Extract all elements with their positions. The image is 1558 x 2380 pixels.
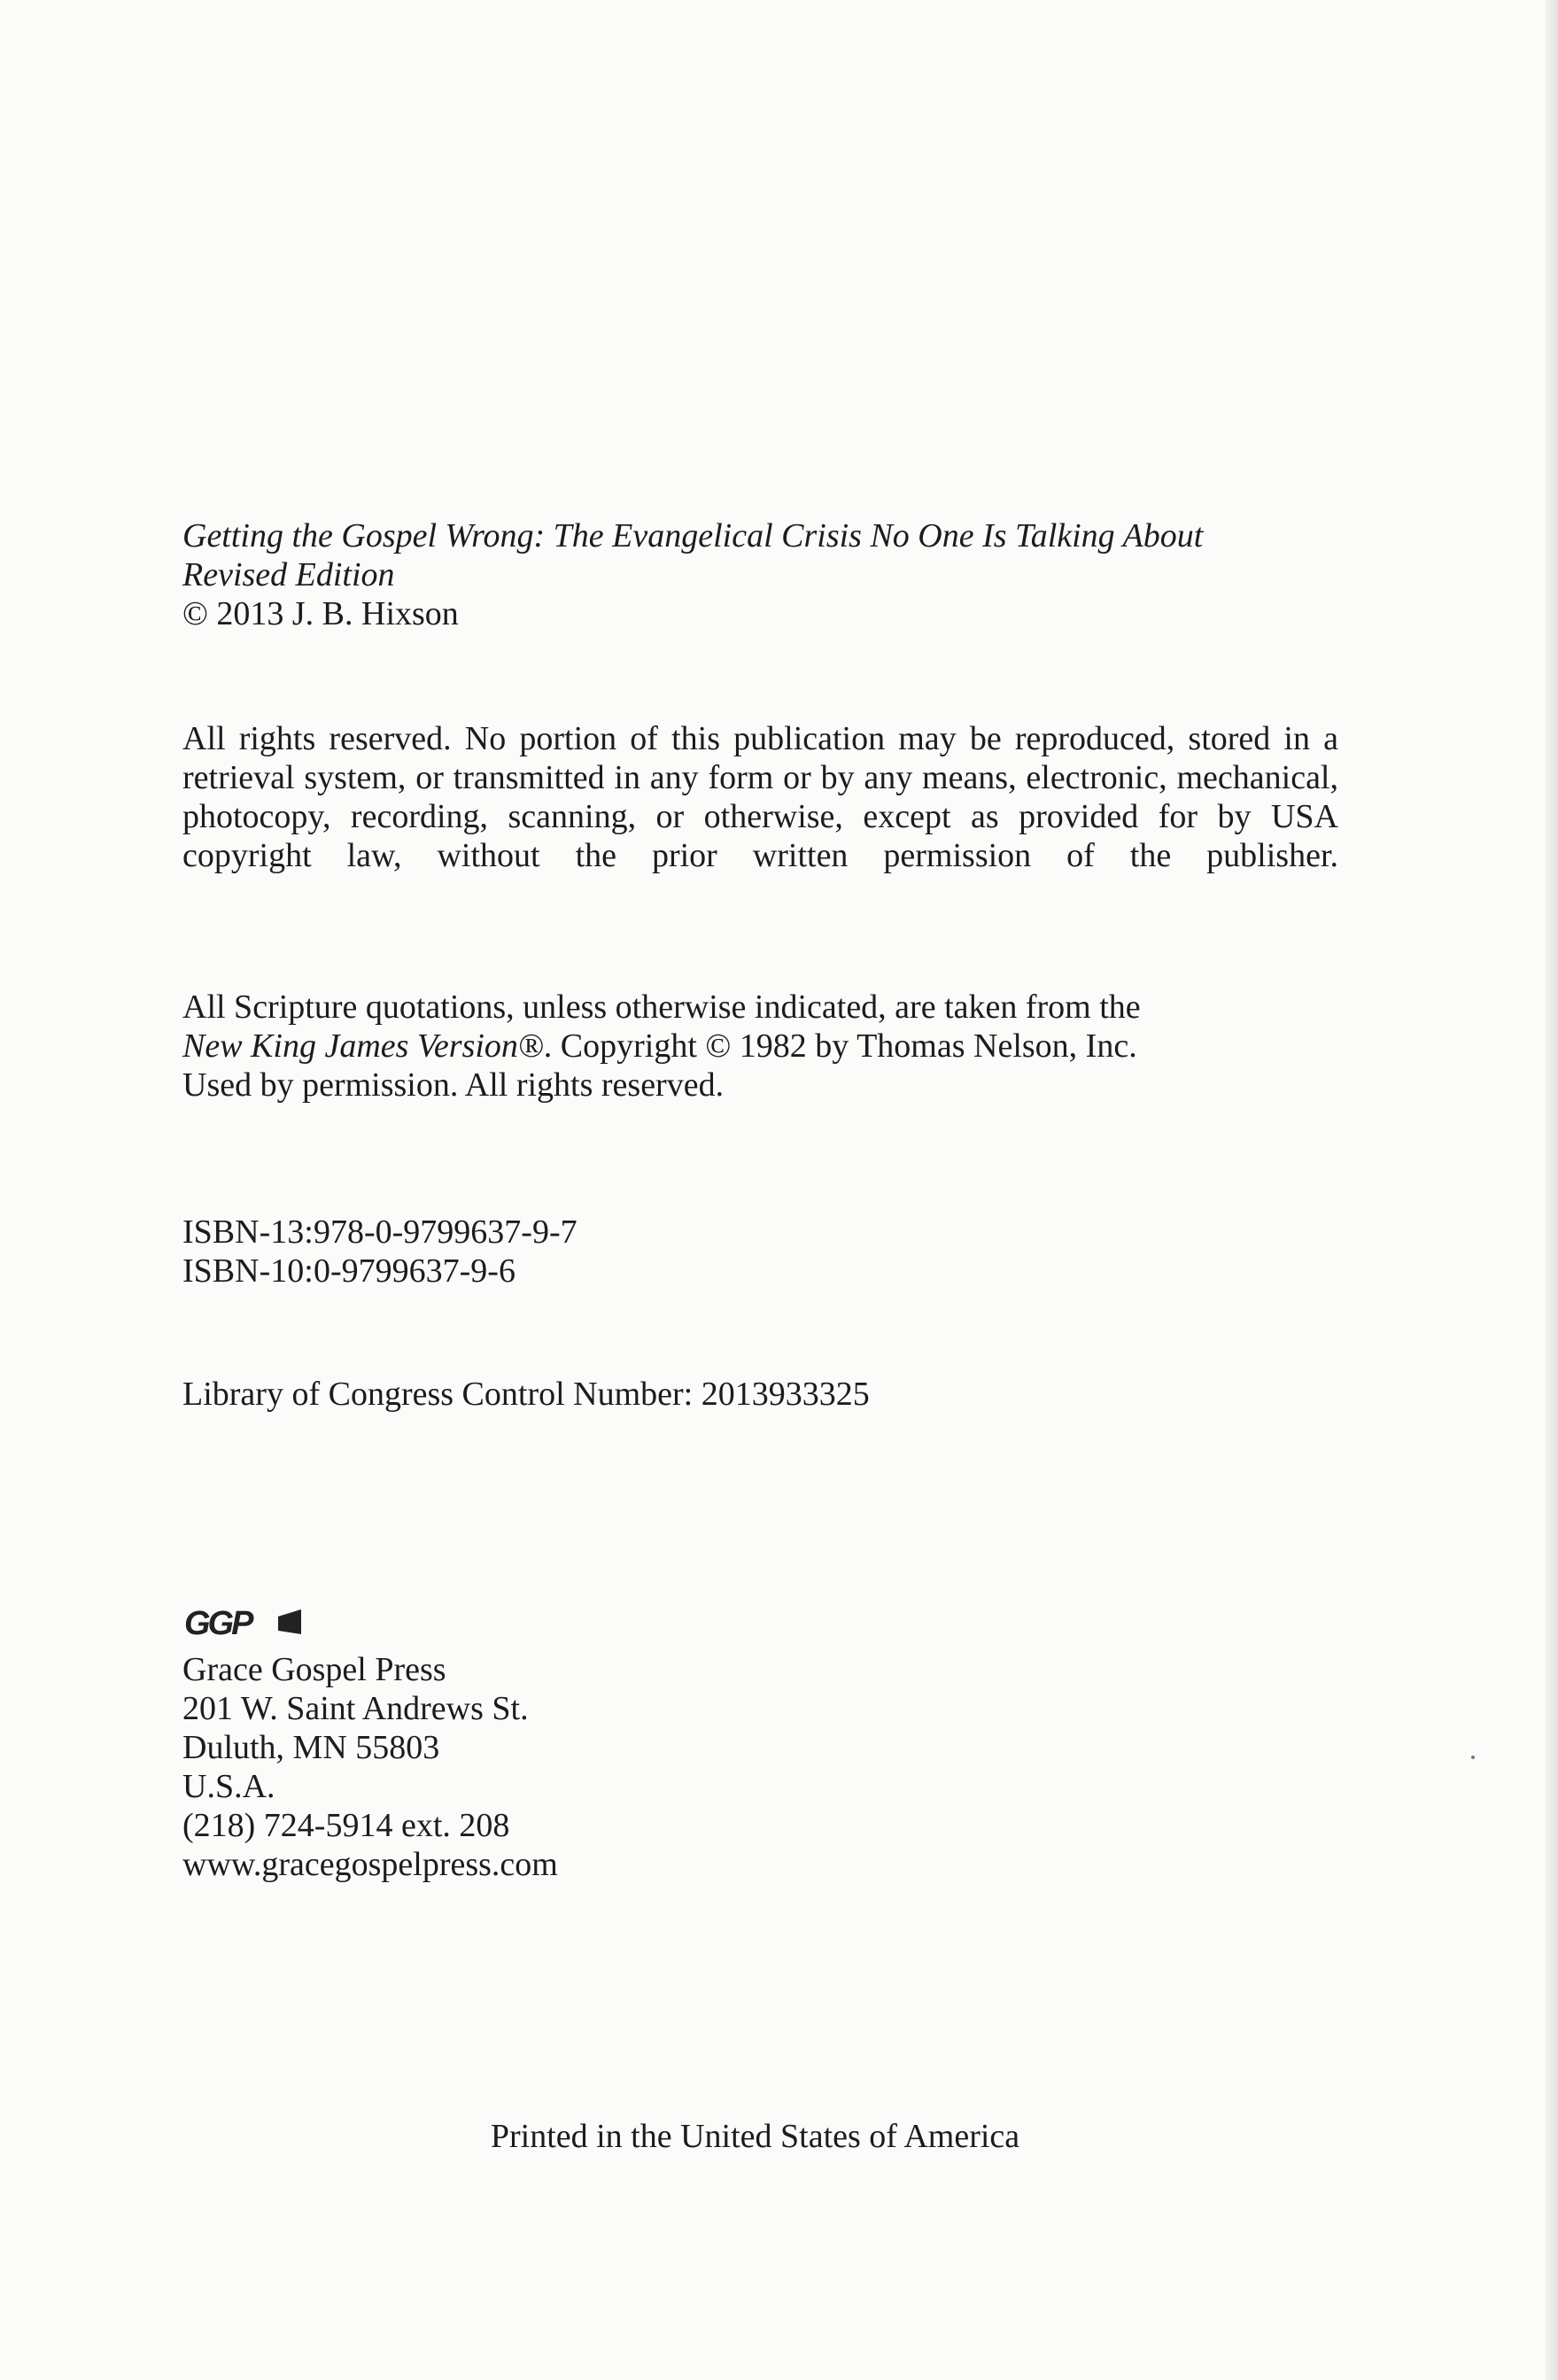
scripture-line-3: Used by permission. All rights reserved. [182,1066,725,1104]
isbn-13-value: 978-0-9799637-9-7 [314,1213,577,1251]
rights-text: All rights reserved. No portion of this publication may be reproduced, stored in a retrieval system, or transmitted in any form or by any means, electronic, mechanical, photocopy, recording, scanning, or otherwise, except as provided for by USA copyright law, without the prior written permission of the publisher. [182,720,1338,874]
ggp-logo [182,1604,306,1640]
isbn-10-label: ISBN-10: [182,1252,314,1290]
isbn-10-value: 0-9799637-9-6 [314,1252,515,1290]
scripture-copyright: . Copyright © 1982 by Thomas Nelson, Inc. [543,1027,1137,1065]
publisher-phone: (218) 724-5914 ext. 208 [182,1807,510,1844]
edition: Revised Edition [182,556,395,593]
publisher-name: Grace Gospel Press [182,1651,446,1688]
isbn-13-label: ISBN-13: [182,1213,314,1251]
rights-statement [182,719,1338,875]
lccn-row [182,1375,870,1414]
scripture-line-1: All Scripture quotations, unless otherwise indicated, are taken from the [182,988,1141,1026]
publisher-street: 201 W. Saint Andrews St. [182,1690,529,1727]
copyright-line: © 2013 J. B. Hixson [182,595,459,632]
publisher-city: Duluth, MN 55803 [182,1729,440,1766]
printed-in-line: Printed in the United States of America [490,2118,1020,2155]
isbn-10-row [182,1252,577,1291]
scripture-line-2 [182,1027,1141,1066]
lccn-value: 2013933325 [701,1376,870,1413]
publisher-block [182,1604,558,1884]
lccn-block [182,1375,870,1414]
scripture-notice [182,988,1141,1105]
bible-version: New King James Version® [182,1027,544,1065]
book-title: Getting the Gospel Wrong: The Evangelical Crisis No One Is Talking About [182,517,1204,554]
page-edge-shadow [1546,0,1558,2380]
publisher-website[interactable]: www.gracegospelpress.com [182,1846,558,1883]
isbn-13-row [182,1213,577,1252]
isbn-block [182,1213,577,1291]
lccn-label: Library of Congress Control Number: [182,1376,694,1413]
publisher-country: U.S.A. [182,1768,275,1805]
paper-speck [1471,1756,1475,1759]
logo-text: GGP [184,1605,252,1640]
title-block [182,516,1203,633]
